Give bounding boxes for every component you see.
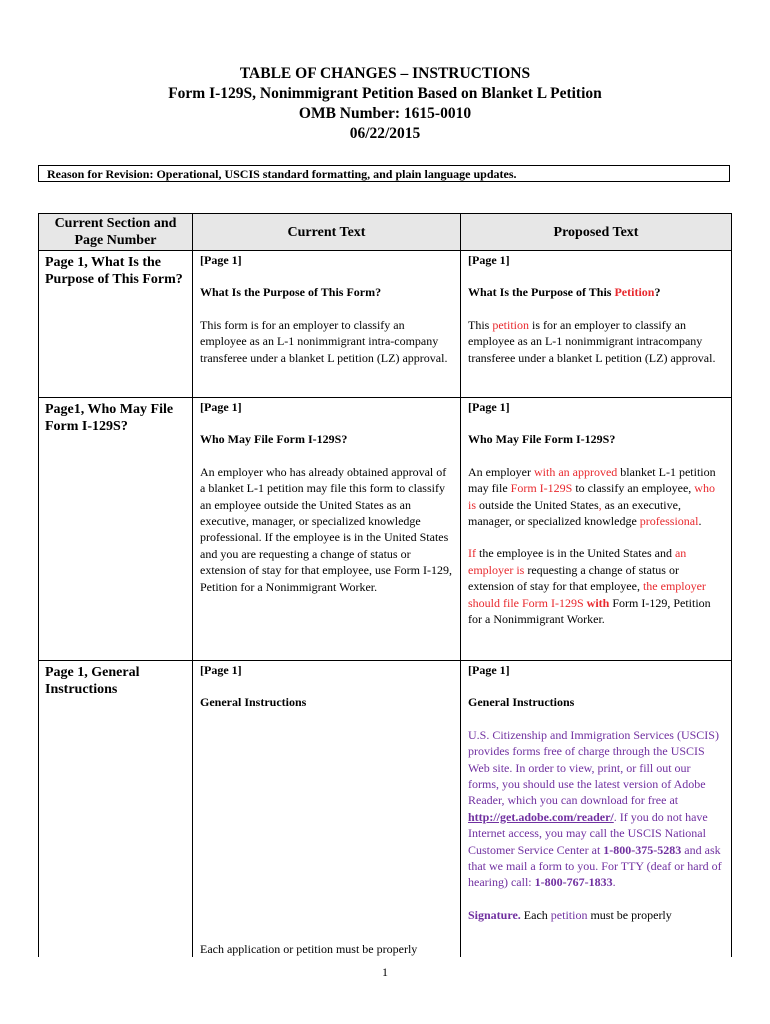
doc-title: TABLE OF CHANGES – INSTRUCTIONS xyxy=(239,65,531,82)
omb-number: OMB Number: 1615-0010 xyxy=(298,105,472,122)
section-heading: What Is the Purpose of This Petition? xyxy=(468,285,661,300)
current-text-cell xyxy=(193,661,461,958)
column-header-section: Current Section and Page Number xyxy=(39,214,193,251)
section-cell: Page 1, General Instructions xyxy=(39,661,193,958)
body-text: If the employee is in the United States and an employer is requesting a change of status or extension of stay for that employee, the employer should file Form I-129S with Form I-129, Petition for a Nonimmigrant Worker. xyxy=(468,546,711,627)
table-row xyxy=(39,398,732,661)
proposed-text-cell xyxy=(461,398,732,661)
body-text: Each application or petition must be properly xyxy=(200,941,418,956)
table-row xyxy=(39,251,732,398)
body-text: This form is for an employer to classify an employee as an L-1 nonimmigrant intra-company transferee under a blanket L petition (LZ) approval. xyxy=(200,317,448,365)
body-text: This petition is for an employer to classify an employee as an L-1 nonimmigrant intracompany transferee under a blanket L petition (LZ) approval. xyxy=(468,317,716,365)
current-text-cell xyxy=(193,251,461,398)
body-text: An employer with an approved blanket L-1 petition may file Form I-129S to classify an employee, who is outside the United States, as an executive, manager, or specialized knowledge professional. xyxy=(468,464,716,529)
body-text: U.S. Citizenship and Immigration Services (USCIS) provides forms free of charge through the USCIS Web site. In order to view, print, or fill out our forms, you should use the latest version of Adobe Reader, which you can download for free at http://get.adobe.com/reader/. If you do not have Internet access, you may call the USCIS National Customer Service Center at 1-800-375-5283 and ask that we mail a form to you. For TTY (deaf or hard of hearing) call: 1-800-767-1833. xyxy=(468,727,722,890)
section-heading: General Instructions xyxy=(200,695,307,710)
page-ref: [Page 1] xyxy=(200,400,242,414)
section-heading: Who May File Form I-129S? xyxy=(200,432,348,447)
page-ref: [Page 1] xyxy=(468,253,510,267)
body-text: An employer who has already obtained approval of a blanket L-1 petition may file this form to classify an employee outside the United States as an executive, manager, or specialized knowledge professional. If the employee is in the United States and you are requesting a change of status or extension of stay for that employee, use Form I-129, Petition for a Nonimmigrant Worker. xyxy=(200,464,452,594)
reason-for-revision: Reason for Revision: Operational, USCIS standard formatting, and plain language updates. xyxy=(38,165,730,182)
changes-table-wrapper xyxy=(0,213,770,957)
page-ref: [Page 1] xyxy=(200,663,242,677)
page-number: 1 xyxy=(382,965,388,979)
doc-date: 06/22/2015 xyxy=(349,125,421,142)
adobe-reader-link[interactable]: http://get.adobe.com/reader/ xyxy=(468,809,614,824)
page-ref: [Page 1] xyxy=(468,400,510,414)
page-ref: [Page 1] xyxy=(468,663,510,677)
proposed-text-cell xyxy=(461,661,732,958)
column-header-proposed: Proposed Text xyxy=(461,214,732,251)
form-title: Form I-129S, Nonimmigrant Petition Based on Blanket L Petition xyxy=(168,85,602,102)
section-heading: Who May File Form I-129S? xyxy=(468,432,616,447)
page-ref: [Page 1] xyxy=(200,253,242,267)
table-row xyxy=(39,661,732,958)
section-cell: Page 1, What Is the Purpose of This Form? xyxy=(39,251,193,398)
proposed-text-cell xyxy=(461,251,732,398)
changes-table xyxy=(38,213,732,957)
section-heading: What Is the Purpose of This Form? xyxy=(200,285,382,300)
column-header-current: Current Text xyxy=(193,214,461,251)
current-text-cell xyxy=(193,398,461,661)
document-header xyxy=(0,64,770,144)
section-cell: Page1, Who May File Form I-129S? xyxy=(39,398,193,661)
body-text: Signature. Each petition must be properly xyxy=(468,907,672,922)
table-header-row xyxy=(39,214,732,251)
section-heading: General Instructions xyxy=(468,695,575,710)
